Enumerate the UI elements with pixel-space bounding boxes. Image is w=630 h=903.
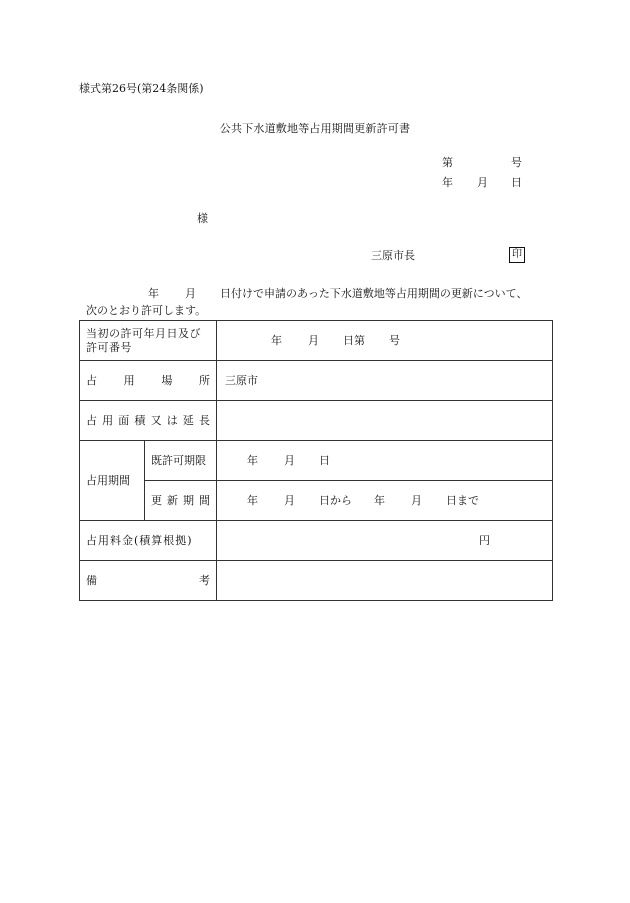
value-existing-limit xyxy=(217,441,553,481)
issuer-name: 三原市長 xyxy=(371,249,415,262)
label-char: 用 xyxy=(102,413,114,427)
label-char: 面 xyxy=(118,413,130,427)
label-char: 備 xyxy=(86,573,97,587)
label-fee: 占用料金(積算根拠) xyxy=(80,521,217,561)
label-char: 占 xyxy=(86,413,97,427)
table-row-area xyxy=(80,401,553,441)
r5-year: 年 xyxy=(247,493,258,507)
r5-from: 日から xyxy=(319,493,352,507)
label-char: 延 xyxy=(182,413,194,427)
value-renewal-period xyxy=(217,481,553,521)
table-row-initial-permit xyxy=(80,321,553,361)
r1-no: 号 xyxy=(389,333,400,347)
r4-month: 月 xyxy=(284,453,295,467)
value-initial-permit xyxy=(217,321,553,361)
label-renewal-period xyxy=(145,481,217,521)
form-number: 様式第26号(第24条関係) xyxy=(79,82,204,95)
label-char: 新 xyxy=(167,493,178,507)
label-location xyxy=(80,361,217,401)
label-char: 用 xyxy=(123,373,135,387)
label-char: 積 xyxy=(134,413,146,427)
body-line-2: 次のとおり許可します。 xyxy=(86,304,207,317)
table-row-existing-limit xyxy=(80,441,553,481)
r5-until: 日まで xyxy=(446,493,479,507)
value-location: 三原市 xyxy=(217,361,553,401)
label-char: 更 xyxy=(151,493,162,507)
r4-year: 年 xyxy=(247,453,258,467)
table-row-fee xyxy=(80,521,553,561)
r1-day-no: 日第 xyxy=(343,333,365,347)
label-char: 所 xyxy=(198,373,210,387)
seal-stamp: 印 xyxy=(509,247,525,263)
permit-table xyxy=(79,320,553,601)
date-day-label: 日 xyxy=(511,176,522,189)
doc-number-prefix: 第 xyxy=(442,156,453,169)
document-title: 公共下水道敷地等占用期間更新許可書 xyxy=(219,122,411,135)
date-year-label: 年 xyxy=(442,176,453,189)
label-existing-limit: 既許可期限 xyxy=(145,441,217,481)
label-initial-permit: 当初の許可年月日及び許可番号 xyxy=(80,321,217,361)
label-char: 間 xyxy=(199,493,210,507)
table-row-renewal-period xyxy=(80,481,553,521)
label-period-group: 占用期間 xyxy=(80,441,145,521)
r5-month: 月 xyxy=(284,493,295,507)
addressee-suffix: 様 xyxy=(197,212,208,225)
label-char: 期 xyxy=(183,493,194,507)
r1-month: 月 xyxy=(308,333,319,347)
label-area xyxy=(80,401,217,441)
doc-number-suffix: 号 xyxy=(511,156,522,169)
label-char: 又 xyxy=(150,413,162,427)
label-remarks xyxy=(80,561,217,601)
label-char: 占 xyxy=(86,373,97,387)
r5-year2: 年 xyxy=(374,493,385,507)
r5-month2: 月 xyxy=(411,493,422,507)
date-month-label: 月 xyxy=(477,176,488,189)
body-text: 日付けで申請のあった下水道敷地等占用期間の更新について、 xyxy=(220,287,528,300)
table-row-location xyxy=(80,361,553,401)
body-month: 月 xyxy=(185,287,196,300)
value-fee: 円 xyxy=(217,521,553,561)
r4-day: 日 xyxy=(319,453,330,467)
value-remarks xyxy=(217,561,553,601)
value-area xyxy=(217,401,553,441)
label-char: 場 xyxy=(161,373,173,387)
label-char: 考 xyxy=(199,573,210,587)
r1-year: 年 xyxy=(271,333,282,347)
label-char: は xyxy=(166,413,178,427)
table-row-remarks xyxy=(80,561,553,601)
label-char: 長 xyxy=(198,413,210,427)
body-year: 年 xyxy=(148,287,159,300)
